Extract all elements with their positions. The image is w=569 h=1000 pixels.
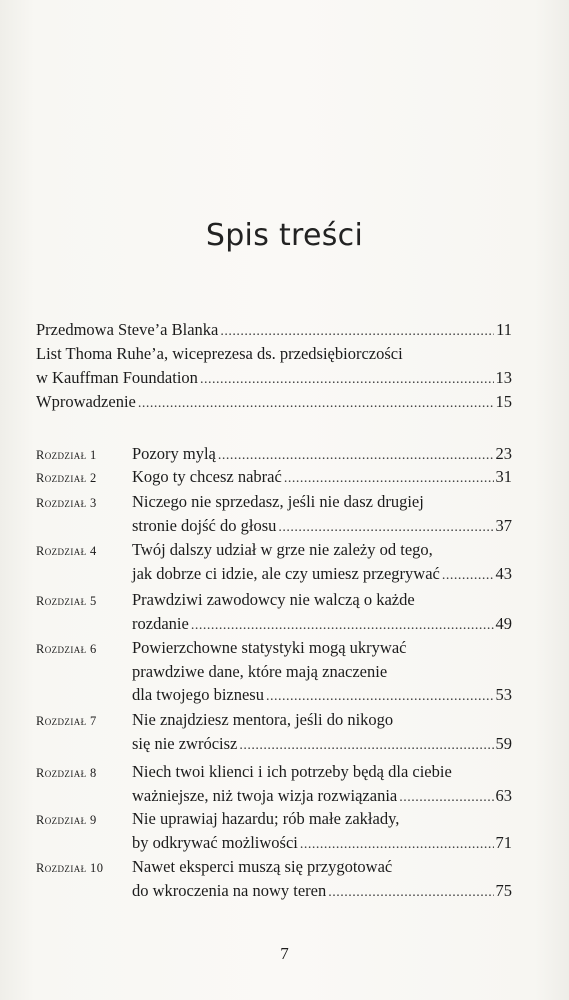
toc-entry-line xyxy=(132,661,387,683)
page-title: Spis treści xyxy=(205,218,364,253)
chapter-label: Rozdział 2 xyxy=(36,471,97,485)
toc-entry-line xyxy=(132,589,415,611)
dot-leader xyxy=(278,517,493,539)
chapter-label: Rozdział 10 xyxy=(36,861,104,875)
entry-title-line: Powierzchowne statystyki mogą ukrywać xyxy=(132,638,407,657)
entry-title-line: prawdziwe dane, które mają znaczenie xyxy=(132,661,388,681)
entry-title-line: do wkroczenia na nowy teren xyxy=(132,880,327,900)
entry-page-number: 15 xyxy=(495,392,512,411)
toc-entry-line xyxy=(132,491,424,513)
dot-leader xyxy=(266,686,494,708)
page-number: 7 xyxy=(280,944,289,963)
entry-title-line: ważniejsze, niż twoja wizja rozwiązania xyxy=(132,785,398,805)
entry-title-line: się nie zwrócisz xyxy=(132,733,238,753)
entry-title-line: w Kauffman Foundation xyxy=(36,368,198,387)
entry-page-number: 63 xyxy=(495,785,512,805)
chapter-label: Rozdział 3 xyxy=(36,496,97,510)
entry-page-number: 53 xyxy=(495,685,512,704)
entry-title-line: Niech twoi klienci i ich potrzeby będą dla ciebie xyxy=(132,762,452,781)
entry-title-line: Pozory mylą xyxy=(132,444,216,463)
dot-leader xyxy=(328,882,493,904)
toc-entry-last-line xyxy=(132,880,512,904)
dot-leader xyxy=(138,393,494,415)
entry-page-number: 37 xyxy=(495,515,512,535)
entry-title-line: jak dobrze ci idzie, ale czy umiesz przegrywać xyxy=(132,563,440,583)
chapter-label: Rozdział 5 xyxy=(36,594,97,608)
entry-title-line: Wprowadzenie xyxy=(36,392,136,411)
entry-page-number: 59 xyxy=(495,733,512,753)
entry-title-line: Nie uprawiaj hazardu; rób małe zakłady, xyxy=(132,809,400,828)
entry-page-number: 75 xyxy=(495,880,512,900)
toc-entry-line xyxy=(132,539,433,561)
toc-entry-line xyxy=(132,709,393,731)
toc-entry-last-line xyxy=(132,466,512,490)
toc-entry-line xyxy=(132,856,392,878)
chapter-label: Rozdział 7 xyxy=(36,714,97,728)
toc-entry-line xyxy=(132,637,406,659)
chapter-label: Rozdział 9 xyxy=(36,813,97,827)
toc-entry-last-line xyxy=(132,832,512,856)
dot-leader xyxy=(300,834,494,856)
entry-title-line: rozdanie xyxy=(132,613,189,633)
toc-entry-last-line xyxy=(132,443,512,467)
toc-entry-last-line xyxy=(132,563,512,587)
toc-entry-line xyxy=(132,808,399,830)
toc-entry-last-line xyxy=(36,319,512,343)
dot-leader xyxy=(220,321,494,343)
entry-title-line: dla twojego biznesu xyxy=(132,685,264,704)
entry-page-number: 49 xyxy=(495,613,512,633)
entry-page-number: 11 xyxy=(496,320,512,339)
toc-entry-last-line xyxy=(132,733,512,757)
entry-title-line: Prawdziwi zawodowcy nie walczą o każde xyxy=(132,590,415,609)
dot-leader xyxy=(218,445,494,467)
toc-entry-last-line xyxy=(132,613,512,637)
toc-entry-last-line xyxy=(132,785,512,809)
entry-title-line: List Thoma Ruhe’a, wiceprezesa ds. przedsiębiorczości xyxy=(36,344,403,363)
entry-title-line: Niczego nie sprzedasz, jeśli nie dasz drugiej xyxy=(132,492,424,511)
entry-title-line: Twój dalszy udział w grze nie zależy od tego, xyxy=(132,540,433,559)
chapter-label: Rozdział 6 xyxy=(36,642,97,656)
entry-title-line: Nie znajdziesz mentora, jeśli do nikogo xyxy=(132,710,394,729)
dot-leader xyxy=(399,787,493,809)
entry-title-line: stronie dojść do głosu xyxy=(132,515,277,535)
toc-entry-line xyxy=(132,761,452,783)
dot-leader xyxy=(200,369,494,391)
chapter-label: Rozdział 8 xyxy=(36,766,97,780)
dot-leader xyxy=(442,565,494,587)
dot-leader xyxy=(191,615,494,637)
entry-page-number: 13 xyxy=(495,368,512,387)
toc-entry-last-line xyxy=(132,515,512,539)
dot-leader xyxy=(239,735,493,757)
entry-page-number: 23 xyxy=(495,444,512,463)
entry-title-line: by odkrywać możliwości xyxy=(132,832,298,852)
entry-page-number: 31 xyxy=(495,467,512,486)
entry-title-line: Nawet eksperci muszą się przygotować xyxy=(132,857,393,876)
toc-entry-last-line xyxy=(132,684,512,708)
chapter-label: Rozdział 4 xyxy=(36,544,97,558)
dot-leader xyxy=(284,468,494,490)
toc-entry-last-line xyxy=(36,367,512,391)
chapter-label: Rozdział 1 xyxy=(36,448,97,462)
entry-title-line: Przedmowa Steve’a Blanka xyxy=(36,320,219,339)
entry-title-line: Kogo ty chcesz nabrać xyxy=(132,467,282,486)
toc-entry-line xyxy=(36,343,403,365)
toc-entry-last-line xyxy=(36,391,512,415)
entry-page-number: 43 xyxy=(495,563,512,583)
entry-page-number: 71 xyxy=(495,832,512,852)
